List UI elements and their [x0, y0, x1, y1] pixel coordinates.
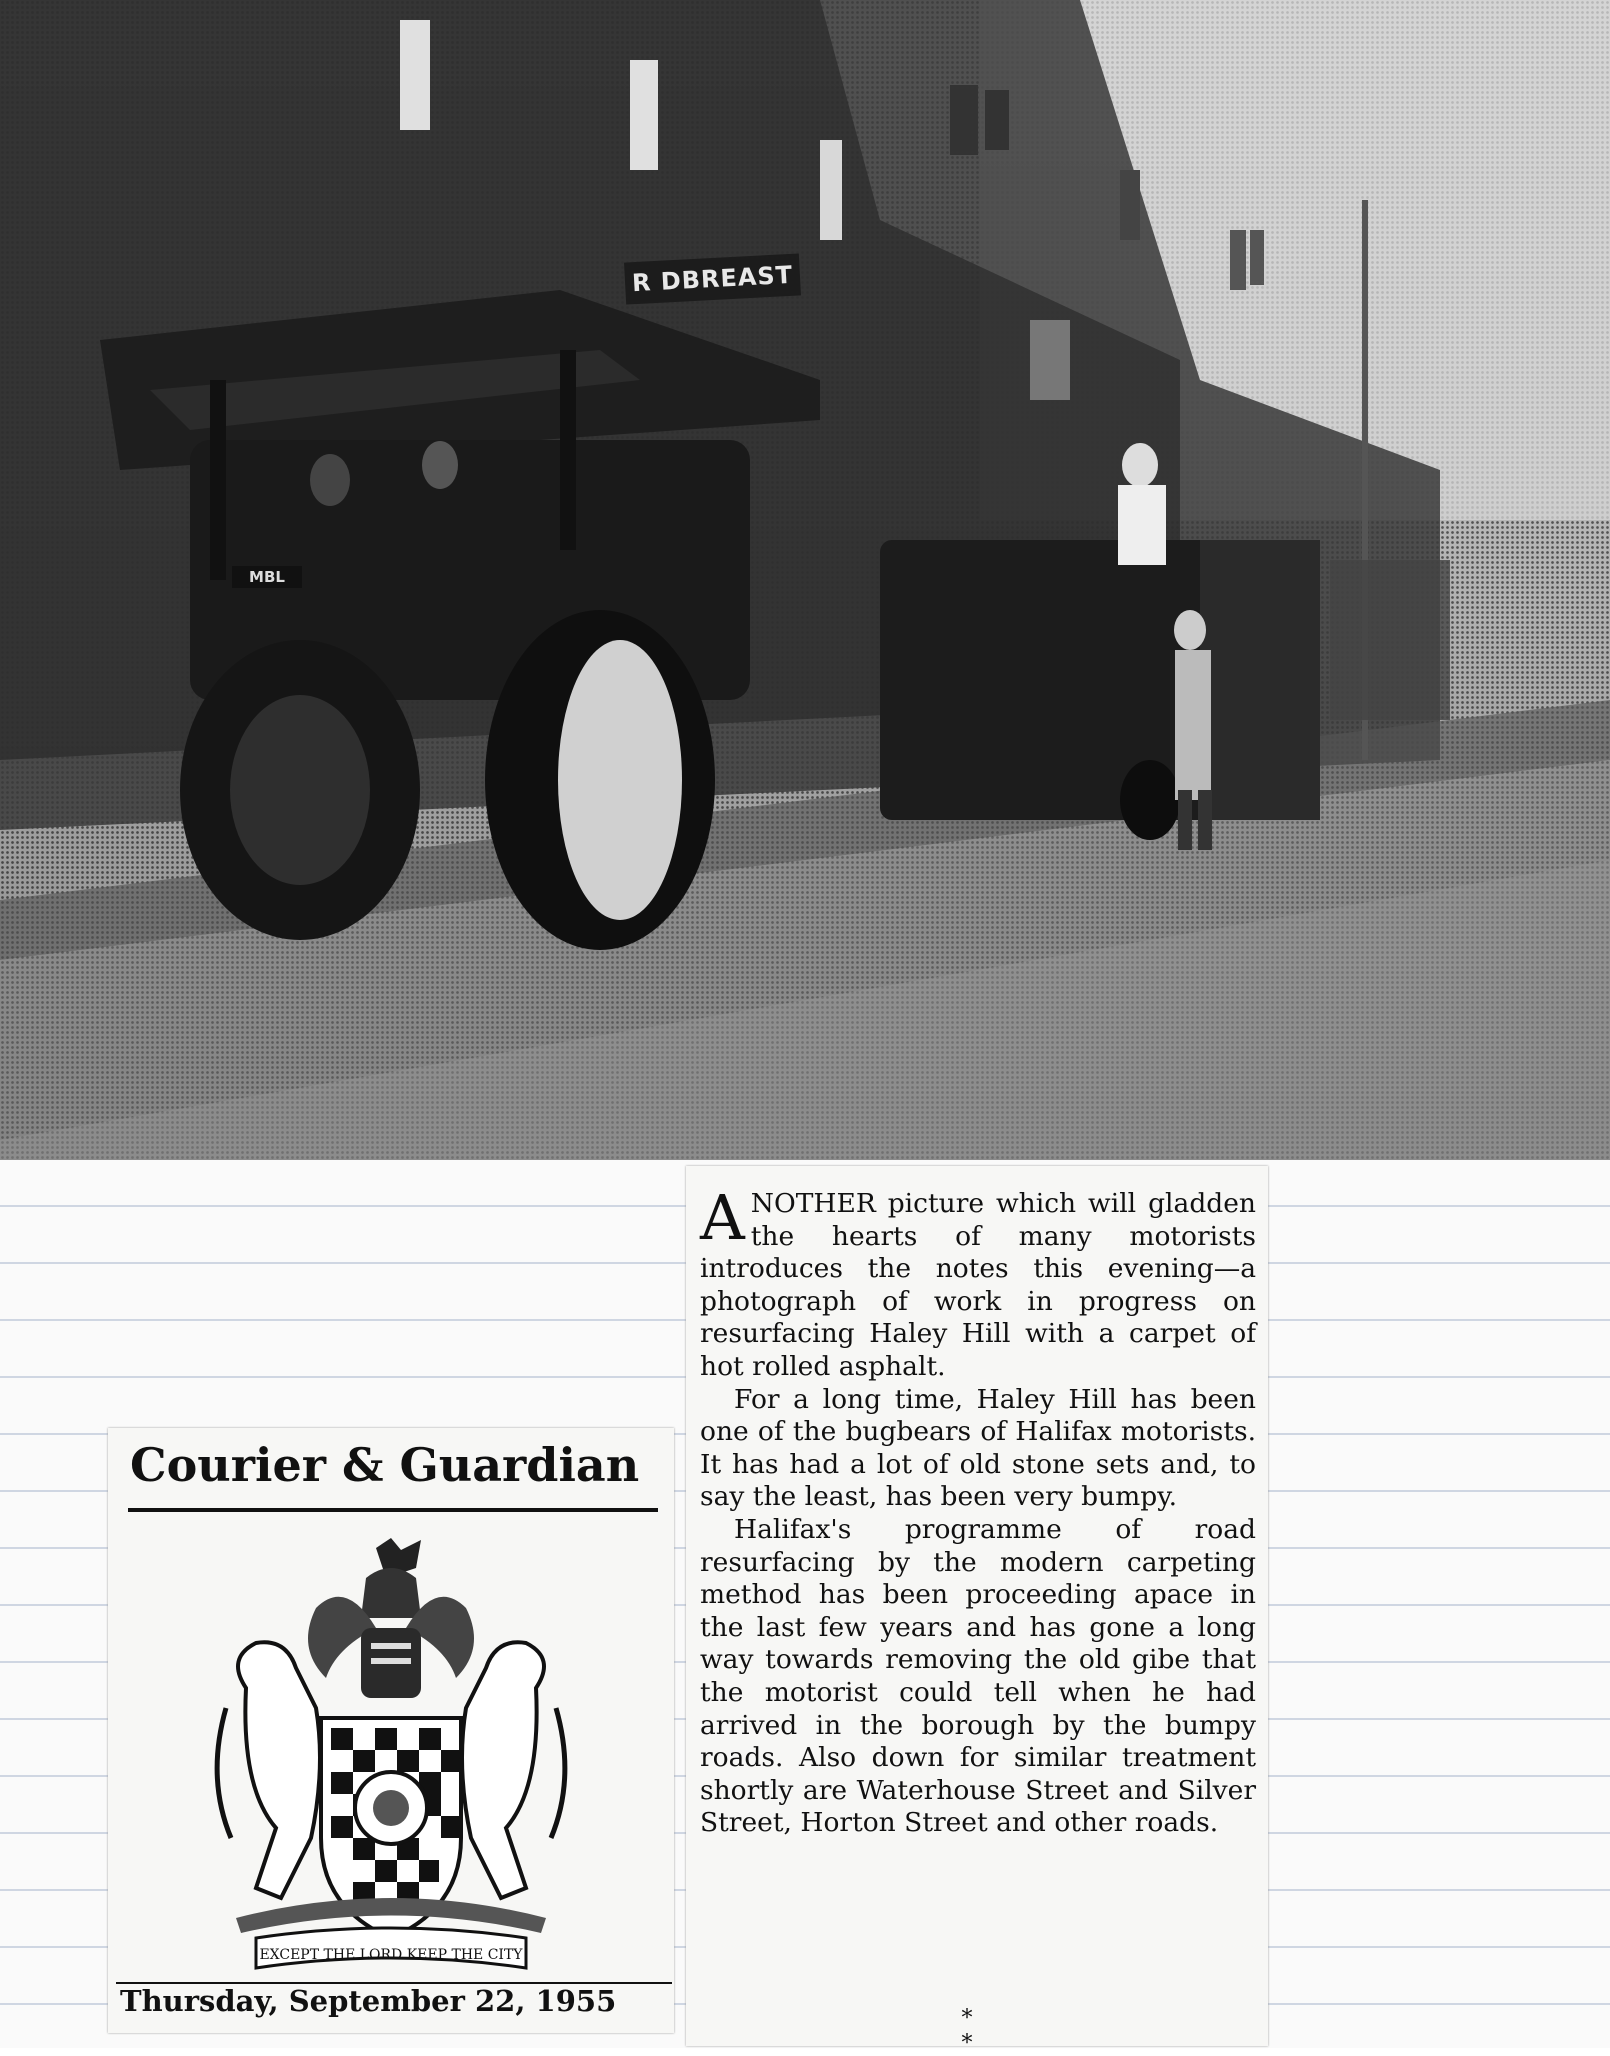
article-body: [700, 1181, 1256, 1840]
drop-cap: A: [700, 1181, 745, 1254]
shop-sign: R DBREAST: [624, 253, 801, 304]
publication-date: Thursday, September 22, 1955: [120, 1984, 617, 2018]
article-paragraph-1: [700, 1181, 1256, 1384]
end-ornament: * *: [961, 2006, 991, 2056]
masthead-clipping: [108, 1428, 674, 2033]
article-clipping: [686, 1166, 1268, 2056]
registration-plate: MBL: [232, 566, 302, 588]
article-paragraph-3: Halifax's programme of road resurfacing by the modern carpeting method has been proceeding apace in the last few years and has gone a long way towards removing the old gibe that the motorist could tell when he had arrived in the borough by the bumpy roads. Also down for similar treatment shortly are Waterhouse Street and Silver Street, Horton Street and other roads.: [700, 1513, 1256, 1839]
article-paragraph-2: For a long time, Haley Hill has been one of the bugbears of Halifax motorists. It has had a lot of old stone sets and, to say the least, has been very bumpy.: [700, 1383, 1256, 1513]
motto-text: EXCEPT THE LORD KEEP THE CITY: [259, 1947, 523, 1963]
paragraph-text: NOTHER picture which will gladden the hearts of many motorists introduces the notes this evening—a photograph of work in progress on resurfacing Haley Hill with a carpet of hot rolled asphalt.: [700, 1188, 1256, 1382]
newspaper-title: Courier & Guardian: [130, 1438, 640, 1492]
coat-of-arms-icon: [186, 1538, 596, 1978]
title-rule: [128, 1508, 658, 1512]
